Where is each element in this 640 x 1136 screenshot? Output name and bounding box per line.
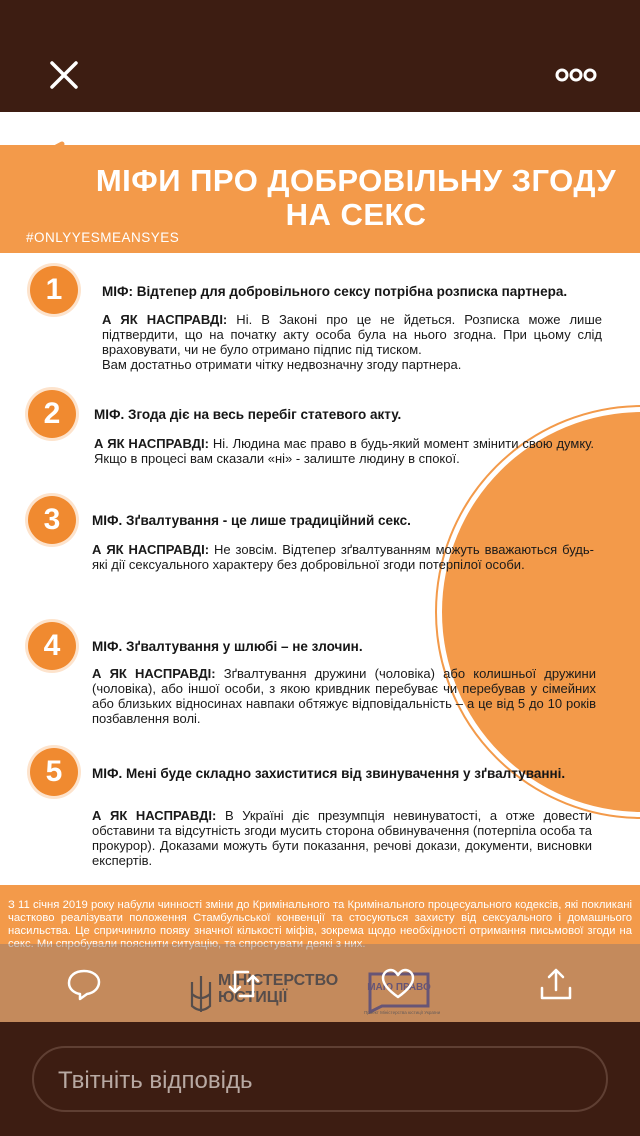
myth-number-3: 3: [28, 496, 76, 544]
footer-text: З 11 січня 2019 року набули чинності зміни до Кримінального та Кримінального процесуального кодексів, які покликані частково реалізувати положення Стамбульської конвенції та стосуються захисту від сексуального і домашнього насильства. Це спричинило появу значної кількості міфів, зокрема щодо необхідності отримання письмової згоди на секс. Ми спробували пояснити ситуацію, та спростувати деякі з них.: [8, 899, 632, 950]
more-options-button[interactable]: [552, 60, 600, 90]
close-icon: [44, 55, 84, 95]
answer-5: [92, 808, 592, 868]
myth-number-1: 1: [30, 266, 78, 314]
myth-number-2: 2: [28, 390, 76, 438]
share-icon: [538, 966, 574, 1002]
myth-2: МІФ. Згода діє на весь перебіг статевого акту.: [94, 407, 402, 422]
answer-text-3: Не зовсім. Відтепер зґвалтуванням можуть вважаються будь-які дії сексуального характеру без добровільної згоди потерпілої особи.: [92, 542, 594, 572]
answer-label-2: А ЯК НАСПРАВДІ:: [94, 436, 209, 451]
poster-hashtag: #ONLYYESMEANSYES: [26, 230, 180, 245]
top-bar: [0, 0, 640, 112]
answer-3: [92, 542, 594, 572]
answer-text-5: В Україні діє презумпція невинуватості, а отже довести обставини та відсутність згоди мусить сторона обвинувачення (потерпіла особа та прокурор). Доказами можуть бути показання, речові докази, документи, висновки експертів.: [92, 808, 592, 868]
poster-title: МІФИ ПРО ДОБРОВІЛЬНУ ЗГОДУ НА СЕКС: [95, 163, 617, 232]
myth-number-5: 5: [30, 748, 78, 796]
close-button[interactable]: [44, 55, 84, 95]
pravo-logo-text: МАЮ ПРАВО: [367, 982, 431, 993]
answer-label-5: А ЯК НАСПРАВДІ:: [92, 808, 217, 823]
ministry-line-1: МІНІСТЕРСТВО: [218, 972, 339, 989]
myth-3: МІФ. Зґвалтування - це лише традиційний секс.: [92, 513, 411, 528]
answer-label-4: А ЯК НАСПРАВДІ:: [92, 666, 216, 681]
answer-label-3: А ЯК НАСПРАВДІ:: [92, 542, 210, 557]
myth-5: МІФ. Мені буде складно захиститися від звинувачення у зґвалтуванні.: [92, 766, 566, 781]
answer-label-1: А ЯК НАСПРАВДІ:: [102, 312, 228, 327]
tweet-image[interactable]: [0, 112, 640, 1022]
heart-icon: [380, 966, 416, 1002]
retweet-button[interactable]: [226, 966, 262, 1002]
reply-button[interactable]: [66, 966, 102, 1002]
myth-4: МІФ. Зґвалтування у шлюбі – не злочин.: [92, 639, 363, 654]
answer-extra-1: Вам достатньо отримати чітку недвозначну згоду партнера.: [102, 357, 462, 372]
like-button[interactable]: [380, 966, 416, 1002]
reply-icon: [66, 966, 102, 1002]
answer-text-1: Ні. В Законі про це не йдеться. Розписка може лише підтвердити, що на початку акту особа була на нього згодна. При цьому слід враховувати, чи не було отримано підпис під тиском.: [102, 312, 602, 357]
myth-1: МІФ: Відтепер для добровільного сексу потрібна розписка партнера.: [102, 284, 568, 299]
more-horizontal-icon: [552, 60, 600, 90]
answer-4: [92, 666, 596, 726]
answer-1: [102, 312, 602, 372]
brush-stroke-icon: [0, 140, 70, 220]
share-button[interactable]: [538, 966, 574, 1002]
pravo-subtitle: Проект Міністерства юстиції України: [364, 1010, 441, 1015]
answer-2: [94, 436, 594, 466]
retweet-icon: [226, 966, 262, 1002]
reply-input[interactable]: [32, 1046, 608, 1112]
answer-text-2: Ні. Людина має право в будь-який момент змінити свою думку. Якщо в процесі вам сказали «ні» - залиште людину в спокої.: [94, 436, 594, 466]
reply-placeholder: Твітніть відповідь: [58, 1067, 253, 1094]
answer-text-4: Зґвалтування дружини (чоловіка) або колишньої дружини (чоловіка), або іншої особи, з якою кривдник перебуває чи перебував у сімейних або близьких відносинах навпаки обтяжує відповідальність – а це від 5 до 10 років позбавлення волі.: [92, 666, 596, 726]
ministry-line-2: ЮСТИЦІЇ: [218, 989, 288, 1006]
myth-number-4: 4: [28, 622, 76, 670]
